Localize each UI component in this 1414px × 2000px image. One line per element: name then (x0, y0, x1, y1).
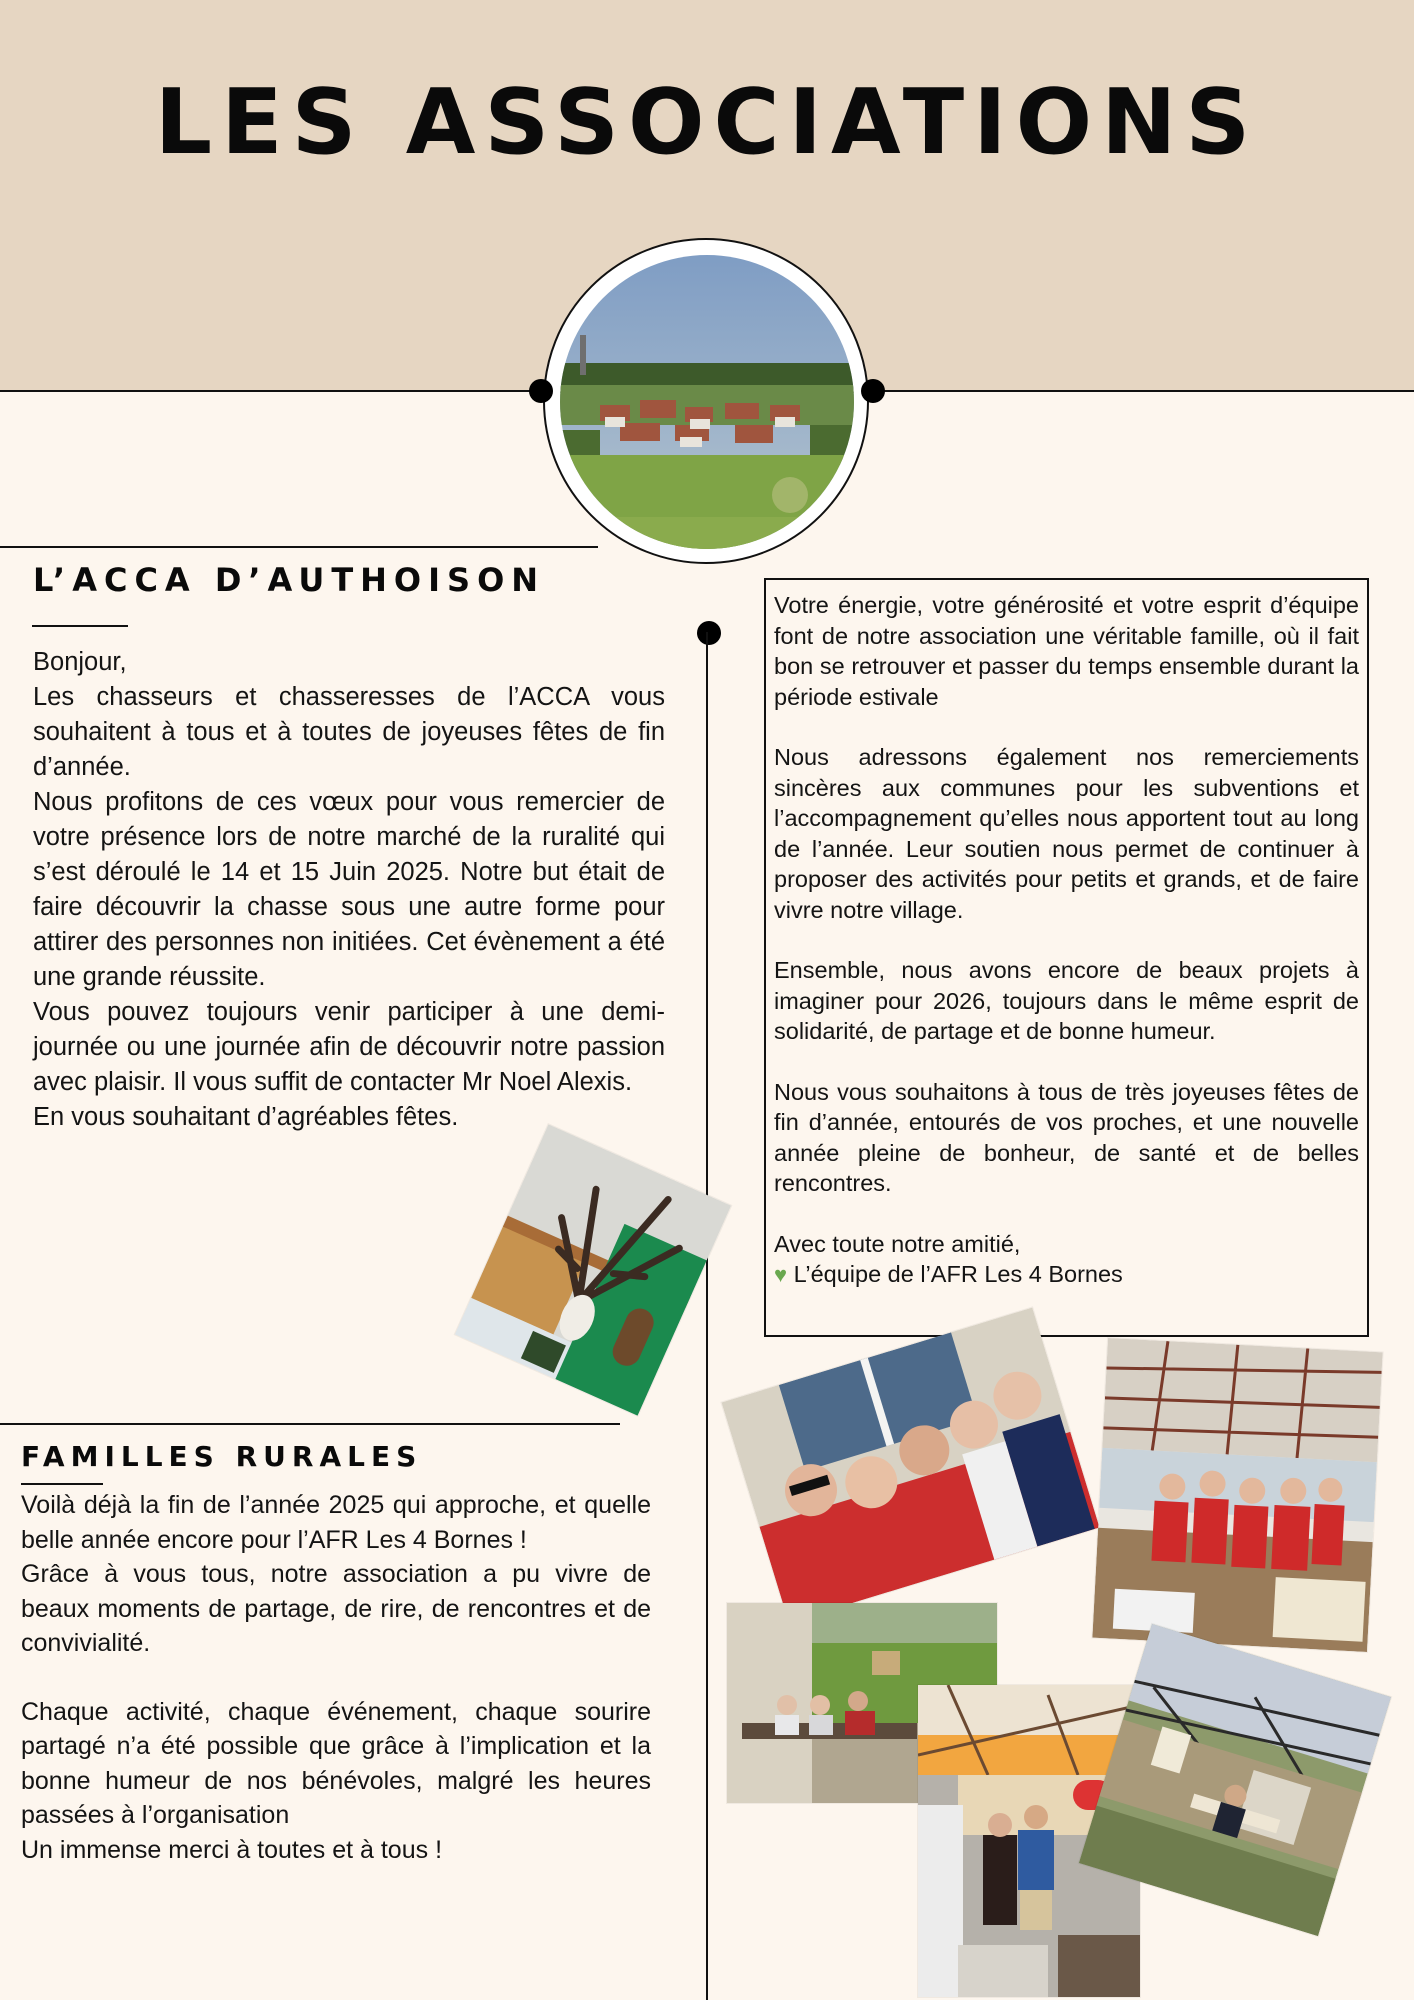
acca-body (33, 645, 665, 1135)
acca-paragraph: Vous pouvez toujours venir participer à une demi-journée ou une journée afin de découvrir notre passion avec plaisir. Il vous suffit de contacter Mr Noel Alexis. (33, 998, 665, 1096)
deer-antlers-trophy-photo (455, 1124, 731, 1415)
afr-paragraph: Nous vous souhaitons à tous de très joyeuses fêtes de fin d’année, entourés de vos proches, et une nouvelle année pleine de bonheur, de santé et de belles rencontres. (774, 1078, 1359, 1196)
afr-message-box (764, 578, 1369, 1337)
familles-paragraph: Chaque activité, chaque événement, chaque sourire partagé n’a été possible que grâce à l’implication et la bonne humeur de nos bénévoles, malgré les heures passées à l’organisation (21, 1697, 651, 1829)
familles-heading: FAMILLES RURALES (21, 1440, 423, 1473)
acca-heading-underline (32, 625, 128, 627)
afr-signature-line (774, 1259, 1359, 1291)
timeline-dot-center (697, 621, 721, 645)
page-title: LES ASSOCIATIONS (154, 70, 1260, 175)
afr-box-body (774, 590, 1359, 1291)
afr-signature: L’équipe de l’AFR Les 4 Bornes (793, 1261, 1123, 1287)
familles-top-rule (0, 1423, 620, 1425)
team-under-tent-photo (1092, 1338, 1382, 1652)
acca-paragraph: Bonjour, (33, 648, 127, 676)
afr-closing: Avec toute notre amitié, (774, 1230, 1021, 1257)
familles-body (21, 1488, 651, 1867)
timeline-vertical-line (706, 632, 708, 2000)
afr-paragraph: Ensemble, nous avons encore de beaux projets à imaginer pour 2026, toujours dans le même esprit de solidarité, de partage et de bonne humeur. (774, 957, 1359, 1044)
acca-paragraph: Les chasseurs et chasseresses de l’ACCA vous souhaitent à tous et à toutes de joyeuses fêtes de fin d’année. (33, 683, 665, 781)
village-landscape-photo (560, 255, 854, 549)
acca-paragraph: Nous profitons de ces vœux pour vous remercier de votre présence lors de notre marché de la ruralité qui s’est déroulé le 14 et 15 Juin 2025. Notre but était de faire découvrir la chasse sous une autre forme pour attirer des personnes non initiées. Cet évènement a été une grande réussite. (33, 788, 665, 991)
familles-paragraph: Voilà déjà la fin de l’année 2025 qui approche, et quelle belle année encore pour l’AFR Les 4 Bornes ! (21, 1491, 651, 1554)
timeline-dot-left (529, 379, 553, 403)
acca-heading: L’ACCA D’AUTHOISON (33, 561, 546, 599)
familles-paragraph: Un immense merci à toutes et à tous ! (21, 1835, 443, 1864)
acca-top-rule (0, 546, 598, 548)
green-heart-icon: ♥ (774, 1262, 788, 1287)
timeline-dot-right (861, 379, 885, 403)
afr-paragraph: Votre énergie, votre générosité et votre esprit d’équipe font de notre association une véritable famille, où il fait bon se retrouver et passer du temps ensemble durant la période estivale (774, 592, 1359, 710)
acca-paragraph: En vous souhaitant d’agréables fêtes. (33, 1103, 459, 1131)
familles-paragraph: Grâce à vous tous, notre association a pu vivre de beaux moments de partage, de rire, de rencontres et de convivialité. (21, 1560, 651, 1657)
volunteers-selfie-photo (721, 1308, 1099, 1623)
afr-paragraph: Nous adressons également nos remerciements sincères aux communes pour les subventions et l’accompagnement qu’elles nous apportent tout au long de l’année. Leur soutien nous permet de continuer à proposer des activités pour petits et grands, et de faire vivre notre village. (774, 744, 1359, 923)
familles-heading-underline (21, 1483, 103, 1485)
